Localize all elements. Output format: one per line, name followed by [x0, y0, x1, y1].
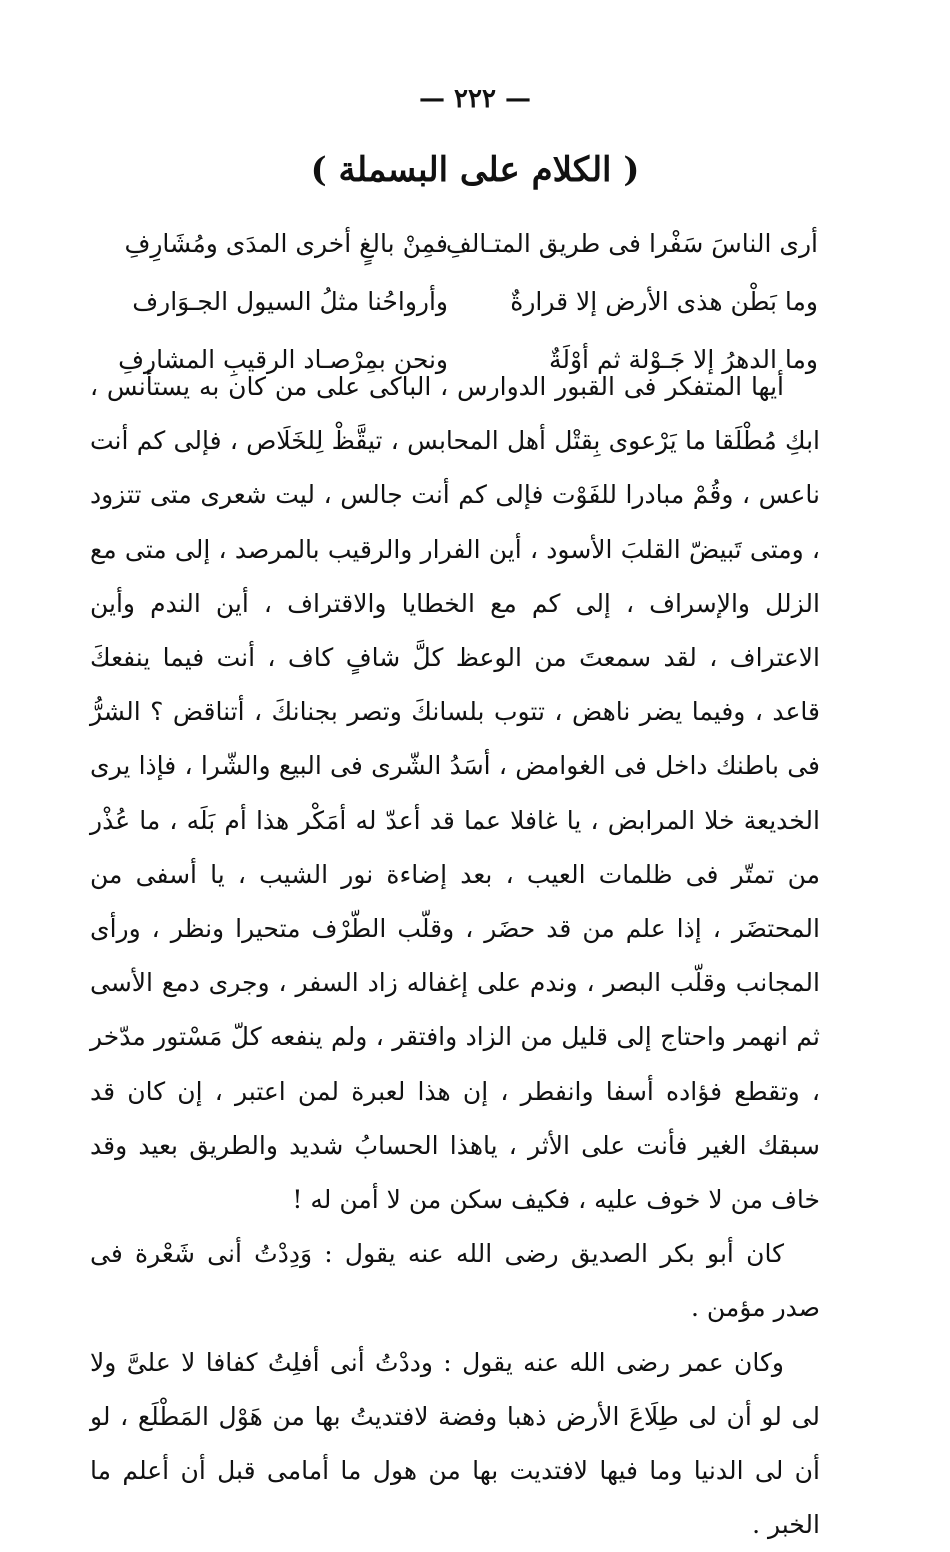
page-number: — ٢٢٢ —: [418, 84, 532, 114]
poem-hemistich-first: وما الدهرُ إلا جَـوْلة ثم أوْلَةٌ: [548, 344, 818, 374]
poem-hemistich-second: ونحن بمِرْصـاد الرقيبِ المشارفِ: [118, 344, 448, 374]
poem-verse: [118, 272, 818, 330]
prose-body: [90, 360, 820, 1552]
poem-hemistich-first: وما بَطْن هذى الأرض إلا قرارةٌ: [510, 286, 818, 316]
poem-hemistich-second: وأرواحُنا مثلُ السيول الجـوَارف: [132, 286, 448, 316]
section-title: ( الكلام على البسملة ): [310, 150, 640, 190]
paragraph: أيها المتفكر فى القبور الدوارس ، الباكى على من كان به يستأنس ، ابكِ مُطْلَقا ما يَرْعوى بِقتْل أهل المحابس ، تيقَّظْ لِلخَلَاص ، فإلى كم أنت ناعس ، وقُمْ مبادرا للفَوْت فإلى كم أنت جالس ، ليت شعرى متى تتزود ، ومتى تَبيضّ القلبَ الأسود ، أين الفرار والرقيب بالمرصد ، إلى متى مع الزلل والإسراف ، إلى كم مع الخطايا والاقتراف ، أين الندم وأين الاعتراف ، لقد سمعتَ من الوعظ كلَّ شافٍ كاف ، أنت فيما ينفعكَ قاعد ، وفيما يضر ناهض ، تتوب بلسانكَ وتصر بجنانكَ ، أتناقض ؟ الشرُّ فى باطنك داخل فى الغوامض ، أسَدُ الشّرى فى البيع والشّرا ، فإذا يرى الخديعة خلا المرابض ، يا غافلا عما قد أعدّ له أمَكْر هذا أم بَلَه ، ما عُذْر من تمتّر فى ظلمات العيب ، بعد إضاءة نور الشيب ، يا أسفى من المحتضَر ، إذا علم من قد حضَر ، وقلّب الطّرْف متحيرا ونظر ، ورأى المجانب وقلّب البصر ، وندم على إغفاله زاد السفر ، وجرى دمع الأسى ثم انهمر واحتاج إلى قليل من الزاد وافتقر ، ولم ينفعه كلّ مَسْتور مدّخر ، وتقطع فؤاده أسفا وانفطر ، إن هذا لعبرة لمن اعتبر ، إن كان قد سبقك الغير فأنت على الأثر ، ياهذا الحسابُ شديد والطريق بعيد وقد خاف من لا خوف عليه ، فكيف سكن من لا أمن له !: [90, 372, 820, 1215]
paragraph: وكان عمر رضى الله عنه يقول : وددْتُ أنى أفلِتُ كفافا لا علىَّ ولا لى لو أن لى طِلَاعَ الأرض ذهبا وفضة لافتديتُ بها من هَوْل المَطْلَع ، لو أن لى الدنيا وما فيها لافتديت بها من هول ما أمامى قبل أن أعلم ما الخبر .: [90, 1347, 820, 1540]
poem-hemistich-first: أرى الناسَ سَفْرا فى طريق المتـالفِ: [445, 228, 818, 258]
poem-hemistich-second: فمِنْ بالغٍ أخرى المدَى ومُشَارِفِ: [124, 228, 448, 258]
paragraph: كان أبو بكر الصديق رضى الله عنه يقول : وَدِدْتُ أنى شَعْرة فى صدر مؤمن .: [90, 1239, 820, 1323]
poem-verse: [118, 214, 818, 272]
